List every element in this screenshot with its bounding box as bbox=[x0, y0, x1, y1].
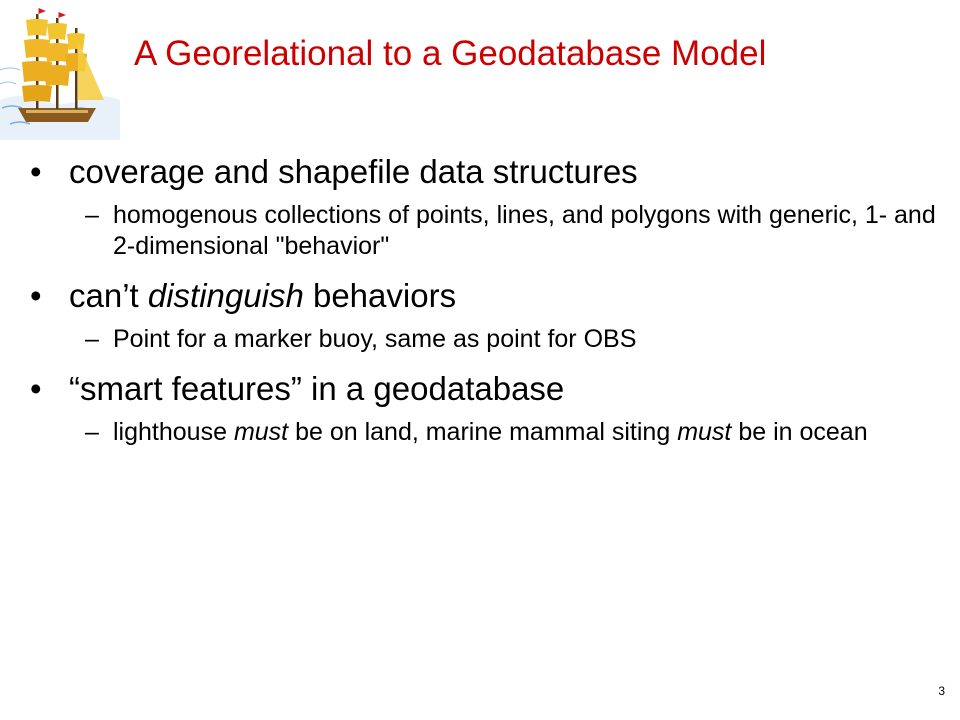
sub-bullet-marker-buoy bbox=[30, 324, 940, 355]
slide-title: A Georelational to a Geodatabase Model bbox=[134, 34, 767, 73]
sub-bullet-text-part: be in ocean bbox=[731, 418, 868, 446]
bullet-text: “smart features” in a geodatabase bbox=[69, 370, 565, 407]
bullet-icon: • bbox=[30, 153, 42, 190]
bullet-text-part: can’t bbox=[69, 277, 148, 314]
sub-bullet-text: homogenous collections of points, lines, and polygons with generic, 1- and 2-dimensional "behavior" bbox=[113, 201, 936, 260]
sub-bullet-homogenous bbox=[30, 200, 940, 262]
sub-bullet-text-part: lighthouse bbox=[113, 418, 234, 446]
page-number: 3 bbox=[938, 684, 945, 698]
bullet-text: coverage and shapefile data structures bbox=[69, 153, 638, 190]
bullet-icon: • bbox=[30, 277, 42, 314]
dash-icon: – bbox=[85, 325, 99, 353]
dash-icon: – bbox=[85, 201, 99, 229]
bullet-text-emphasis: distinguish bbox=[147, 277, 304, 314]
bullet-item-smart-features bbox=[30, 369, 940, 409]
sub-bullet-emphasis: must bbox=[233, 418, 289, 446]
bullet-item-coverage bbox=[30, 152, 940, 192]
dash-icon: – bbox=[85, 418, 99, 446]
bullet-item-distinguish bbox=[30, 276, 940, 316]
sub-bullet-lighthouse bbox=[30, 417, 940, 448]
bullet-icon: • bbox=[30, 370, 42, 407]
tall-ship-icon bbox=[0, 0, 140, 140]
bullet-text-part: behaviors bbox=[303, 277, 457, 314]
bullet-list bbox=[30, 152, 940, 462]
sub-bullet-emphasis: must bbox=[677, 418, 732, 446]
sub-bullet-text-part: be on land, marine mammal siting bbox=[288, 418, 678, 446]
sub-bullet-text: Point for a marker buoy, same as point for OBS bbox=[113, 325, 637, 353]
